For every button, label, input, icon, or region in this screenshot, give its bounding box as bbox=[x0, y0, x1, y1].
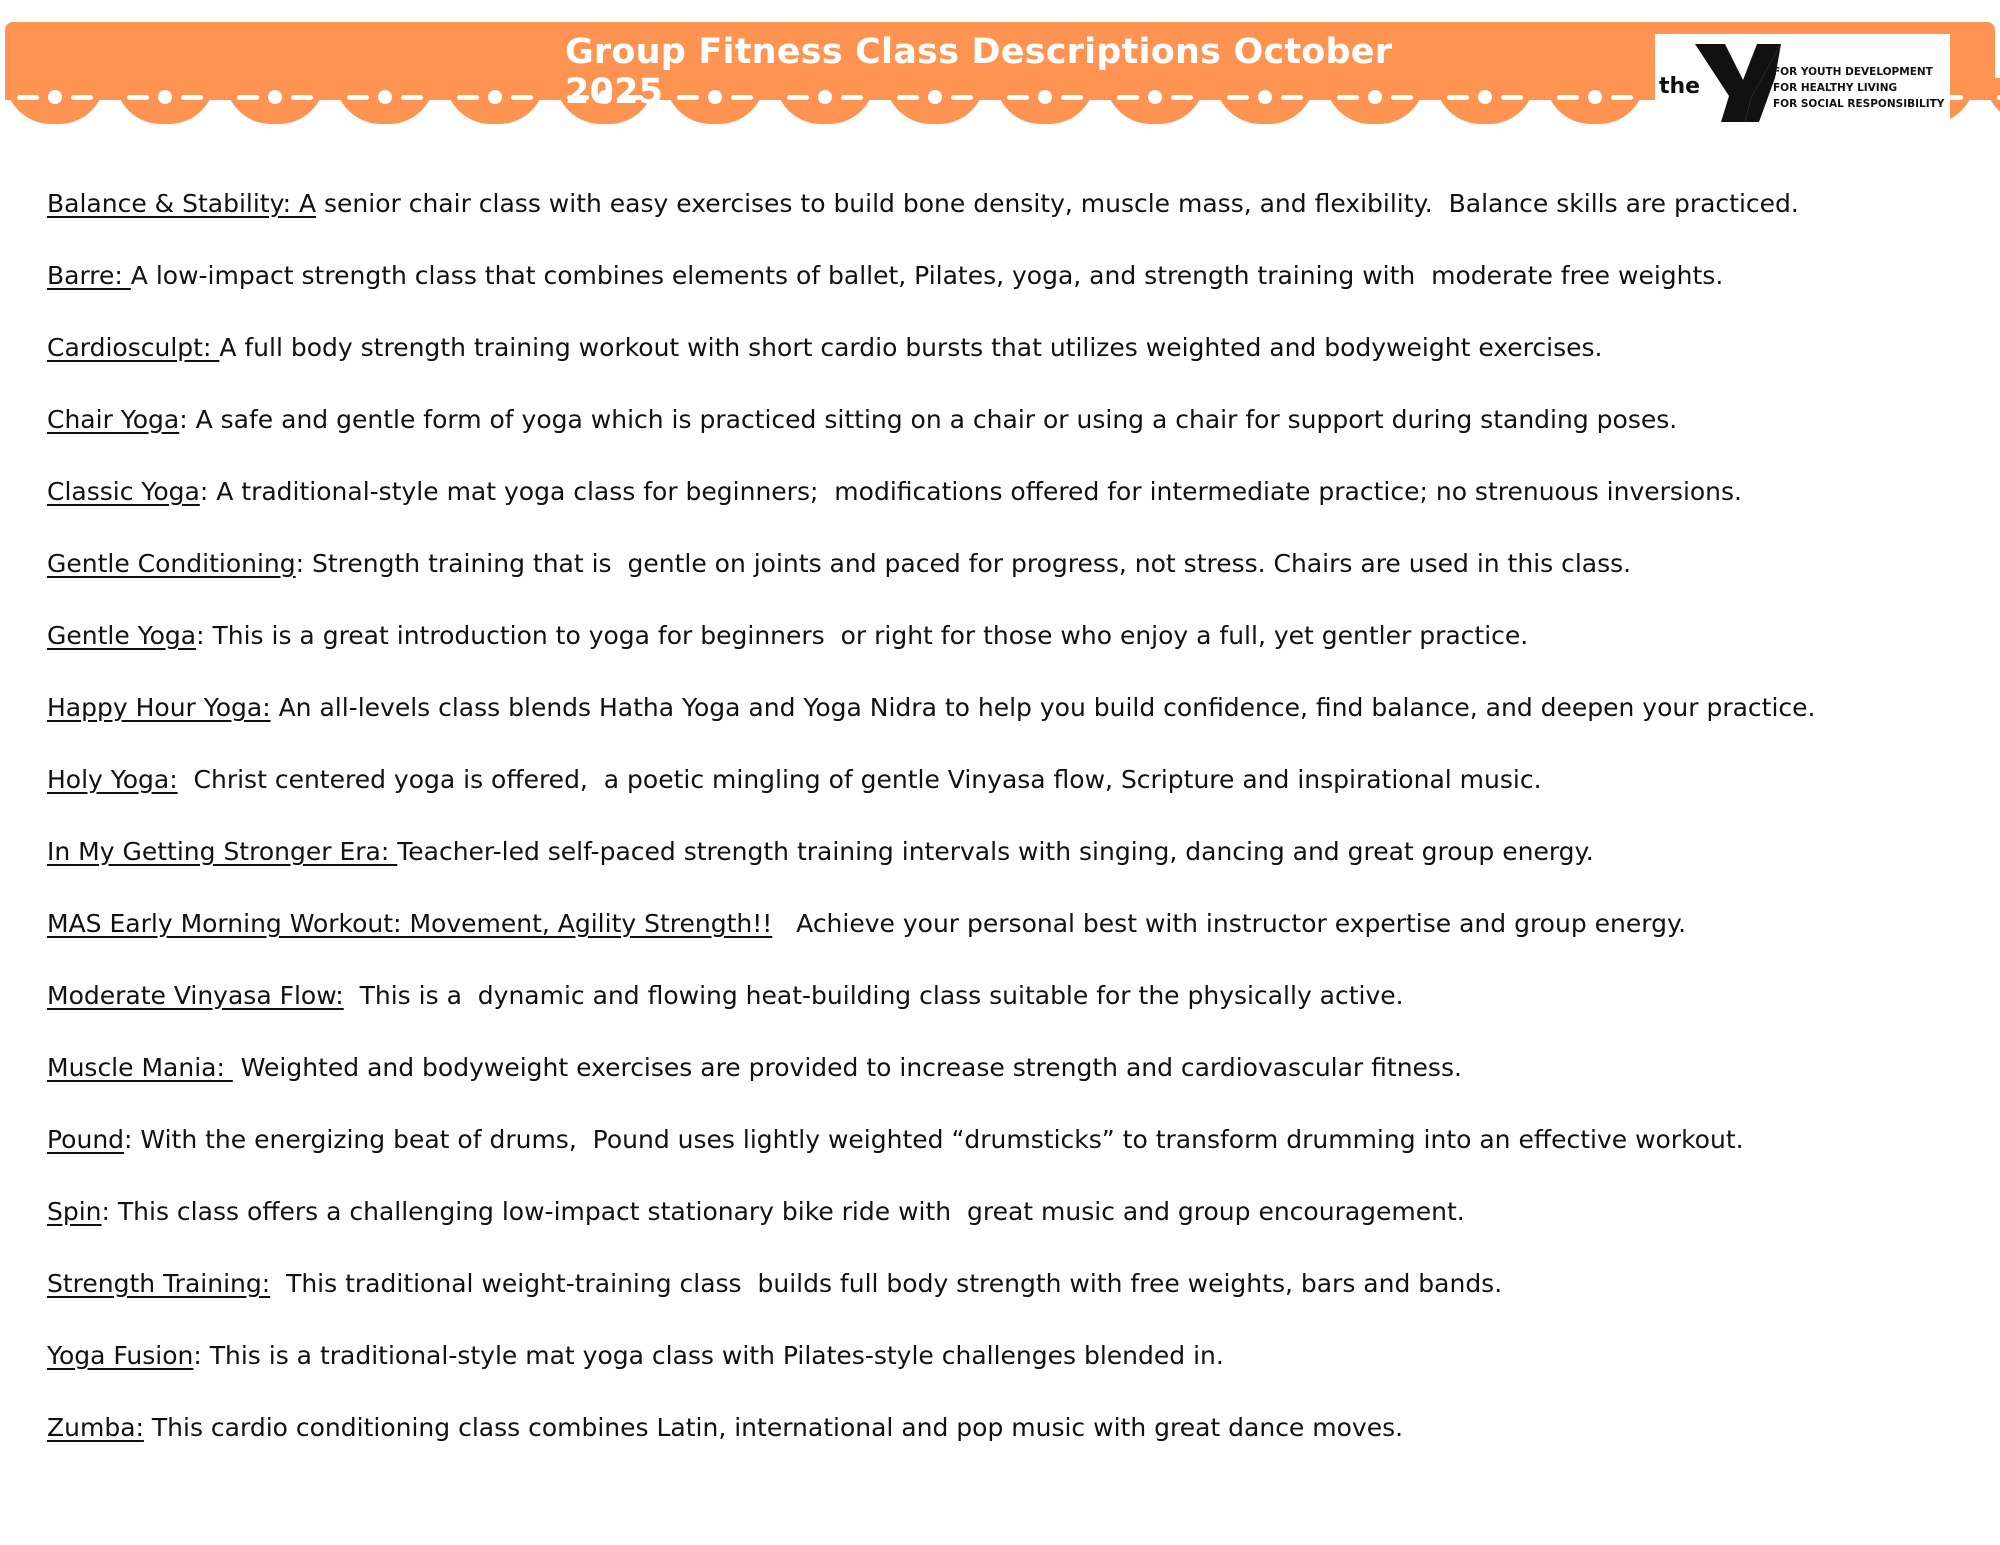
class-name: Muscle Mania: bbox=[47, 1053, 233, 1082]
scallop-ornament bbox=[127, 95, 149, 100]
class-entry bbox=[47, 258, 1987, 330]
class-description: Weighted and bodyweight exercises are provided to increase strength and cardiovascular fitness. bbox=[232, 1053, 1462, 1082]
class-entry bbox=[47, 690, 1987, 762]
scallop-ornament bbox=[511, 95, 533, 100]
scallop-ornament bbox=[1478, 90, 1492, 104]
class-name: Happy Hour Yoga: bbox=[47, 693, 271, 722]
class-entry bbox=[47, 906, 1987, 978]
logo-ymca-text: YMCA bbox=[1766, 98, 1779, 117]
scallop-ornament bbox=[378, 90, 392, 104]
class-name: Chair Yoga bbox=[47, 405, 180, 434]
class-description: This is a dynamic and flowing heat-building class suitable for the physically active. bbox=[343, 981, 1404, 1010]
logo-tagline bbox=[1773, 64, 1953, 112]
class-name: Gentle Yoga bbox=[47, 621, 197, 650]
scallop-ornament bbox=[268, 90, 282, 104]
scallop-decoration bbox=[445, 78, 545, 124]
class-name: Classic Yoga bbox=[47, 477, 200, 506]
class-name: Balance & Stability: A bbox=[47, 189, 317, 218]
scallop-ornament bbox=[1611, 95, 1633, 100]
class-description: This traditional weight-training class builds full body strength with free weights, bars and bands. bbox=[270, 1269, 1503, 1298]
class-entry bbox=[47, 330, 1987, 402]
ymca-logo bbox=[1655, 34, 1950, 128]
class-entry bbox=[47, 1266, 1987, 1338]
class-name: Cardiosculpt: bbox=[47, 333, 220, 362]
scallop-decoration bbox=[1985, 78, 2000, 124]
scallop-ornament bbox=[488, 90, 502, 104]
class-description: A full body strength training workout with short cardio bursts that utilizes weighted and bodyweight exercises. bbox=[219, 333, 1603, 362]
scallop-ornament bbox=[291, 95, 313, 100]
class-name: In My Getting Stronger Era: bbox=[47, 837, 398, 866]
scallop-ornament bbox=[1557, 95, 1579, 100]
class-entry bbox=[47, 1194, 1987, 1266]
class-description: Achieve your personal best with instructor expertise and group energy. bbox=[772, 909, 1687, 938]
class-entry bbox=[47, 834, 1987, 906]
scallop-ornament bbox=[401, 95, 423, 100]
class-description: Teacher-led self-paced strength training intervals with singing, dancing and great group energy. bbox=[397, 837, 1594, 866]
class-entry bbox=[47, 402, 1987, 474]
class-description: Christ centered yoga is offered, a poetic mingling of gentle Vinyasa flow, Scripture and inspirational music. bbox=[177, 765, 1542, 794]
scallop-ornament bbox=[347, 95, 369, 100]
class-name: Moderate Vinyasa Flow: bbox=[47, 981, 344, 1010]
scallop-decoration bbox=[115, 78, 215, 124]
scallop-ornament bbox=[1501, 95, 1523, 100]
class-name: Yoga Fusion bbox=[47, 1341, 194, 1370]
page-title: Group Fitness Class Descriptions October 2025 bbox=[565, 32, 1393, 112]
logo-tagline-line: FOR HEALTHY LIVING bbox=[1773, 82, 1898, 94]
class-description: : A traditional-style mat yoga class for beginners; modifications offered for intermediate practice; no strenuous inversions. bbox=[199, 477, 1742, 506]
scallop-decoration bbox=[1545, 78, 1645, 124]
class-name: Strength Training: bbox=[47, 1269, 271, 1298]
class-entry bbox=[47, 1122, 1987, 1194]
scallop-ornament bbox=[237, 95, 259, 100]
logo-tagline-line: FOR YOUTH DEVELOPMENT bbox=[1773, 66, 1933, 78]
class-description: senior chair class with easy exercises to build bone density, muscle mass, and flexibility. Balance skills are practiced. bbox=[316, 189, 1799, 218]
class-entry bbox=[47, 978, 1987, 1050]
class-name: Gentle Conditioning bbox=[47, 549, 296, 578]
scallop-ornament bbox=[17, 95, 39, 100]
scallop-decoration bbox=[335, 78, 435, 124]
class-name: MAS Early Morning Workout: Movement, Agility Strength!! bbox=[47, 909, 773, 938]
class-entry bbox=[47, 1410, 1987, 1482]
class-entry bbox=[47, 1050, 1987, 1122]
scallop-ornament bbox=[158, 90, 172, 104]
class-description: This cardio conditioning class combines Latin, international and pop music with great dance moves. bbox=[143, 1413, 1404, 1442]
class-description: : A safe and gentle form of yoga which is practiced sitting on a chair or using a chair for support during standing poses. bbox=[179, 405, 1678, 434]
scallop-ornament bbox=[48, 90, 62, 104]
class-name: Pound bbox=[47, 1125, 125, 1154]
scallop-decoration bbox=[5, 78, 105, 124]
class-entry bbox=[47, 1338, 1987, 1410]
class-name: Barre: bbox=[47, 261, 131, 290]
class-name: Zumba: bbox=[47, 1413, 144, 1442]
scallop-decoration bbox=[225, 78, 325, 124]
class-description: : This is a traditional-style mat yoga class with Pilates-style challenges blended in. bbox=[193, 1341, 1224, 1370]
class-description: An all-levels class blends Hatha Yoga and Yoga Nidra to help you build confidence, find balance, and deepen your practice. bbox=[270, 693, 1816, 722]
scallop-ornament bbox=[457, 95, 479, 100]
scallop-ornament bbox=[1588, 90, 1602, 104]
class-description: A low-impact strength class that combines elements of ballet, Pilates, yoga, and strength training with moderate free weights. bbox=[130, 261, 1724, 290]
scallop-ornament bbox=[71, 95, 93, 100]
class-description: : This is a great introduction to yoga for beginners or right for those who enjoy a full, yet gentler practice. bbox=[196, 621, 1529, 650]
scallop-ornament bbox=[181, 95, 203, 100]
class-entry bbox=[47, 186, 1987, 258]
class-entry bbox=[47, 546, 1987, 618]
class-description-list bbox=[47, 186, 1987, 1482]
class-entry bbox=[47, 474, 1987, 546]
class-entry bbox=[47, 762, 1987, 834]
class-entry bbox=[47, 618, 1987, 690]
logo-the-text: the bbox=[1659, 74, 1701, 99]
class-description: : This class offers a challenging low-impact stationary bike ride with great music and group encouragement. bbox=[101, 1197, 1465, 1226]
class-description: : With the energizing beat of drums, Pound uses lightly weighted “drumsticks” to transform drumming into an effective workout. bbox=[124, 1125, 1744, 1154]
class-name: Holy Yoga: bbox=[47, 765, 178, 794]
class-description: : Strength training that is gentle on joints and paced for progress, not stress. Chairs are used in this class. bbox=[295, 549, 1632, 578]
logo-tagline-line: FOR SOCIAL RESPONSIBILITY bbox=[1773, 98, 1945, 110]
class-name: Spin bbox=[47, 1197, 102, 1226]
